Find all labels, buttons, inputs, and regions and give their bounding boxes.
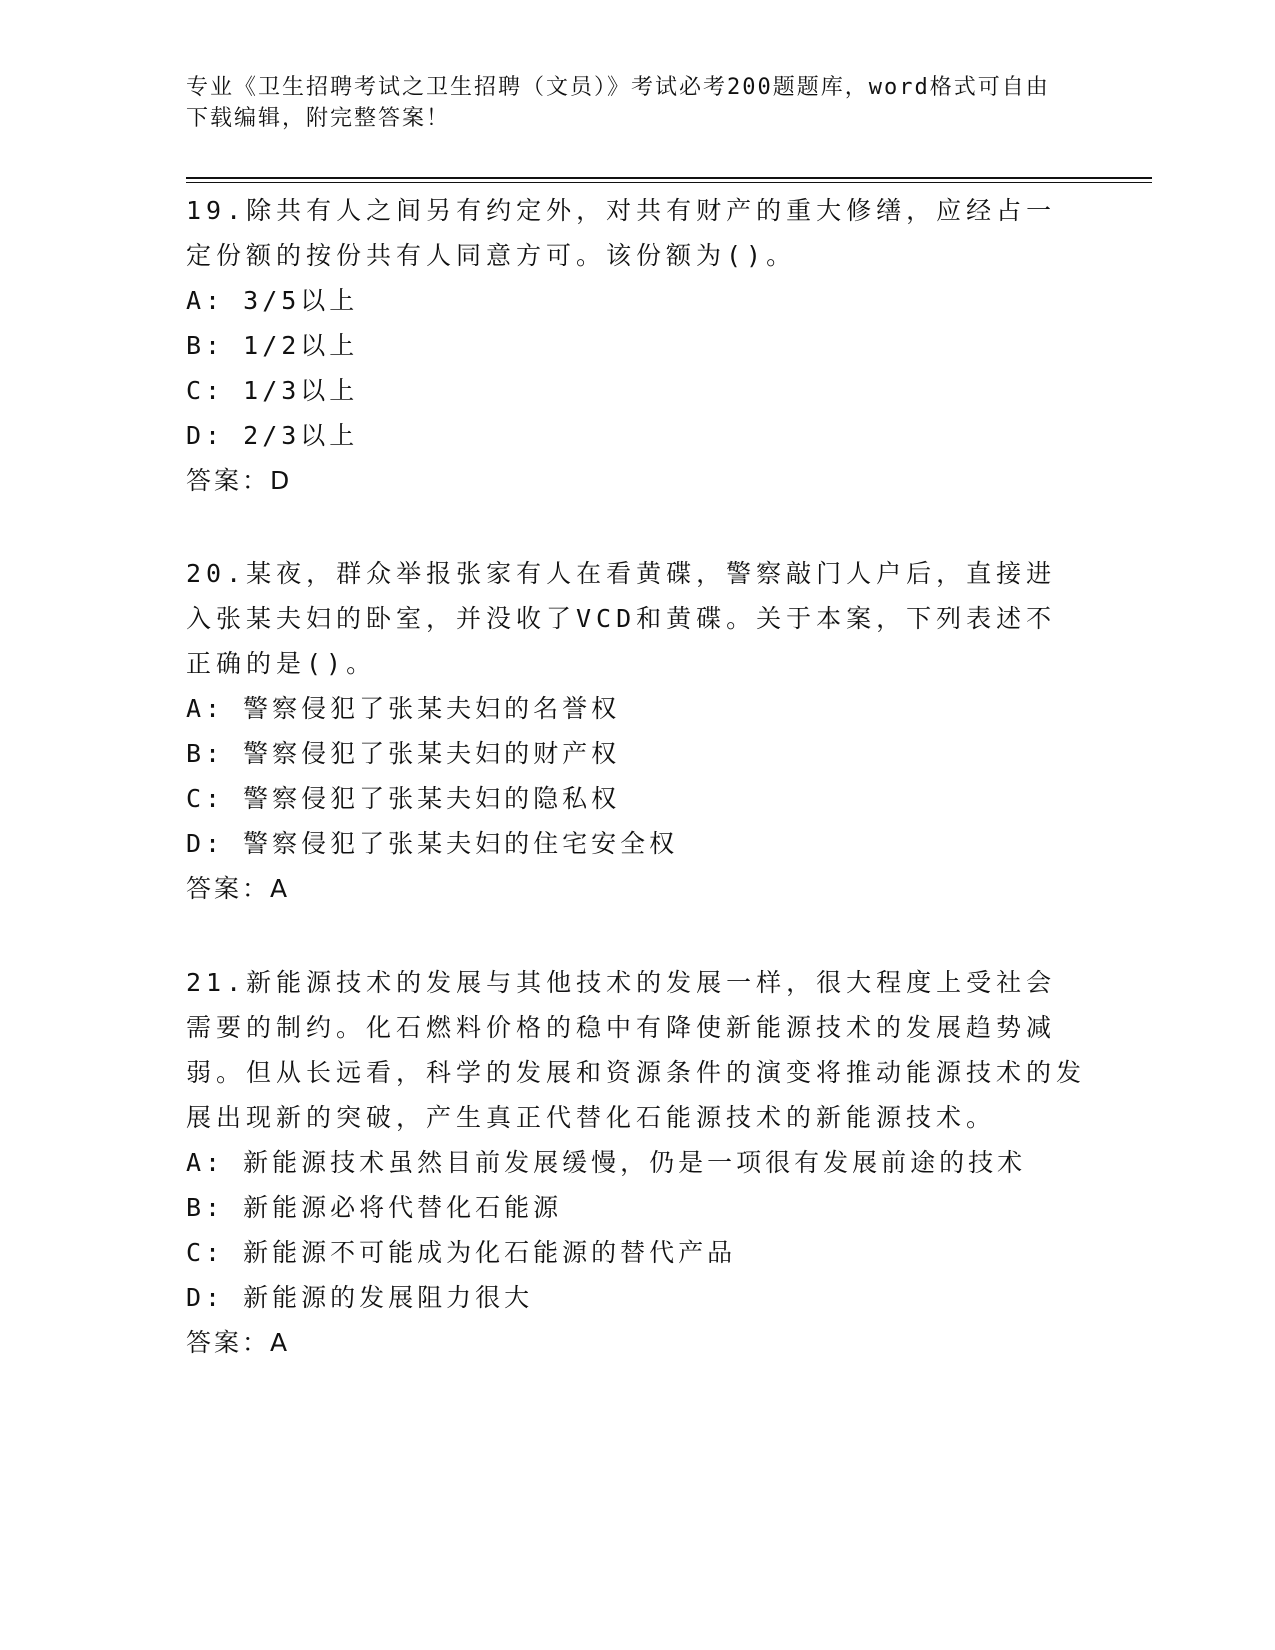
option-c: C: 新能源不可能成为化石能源的替代产品 [186,1238,737,1267]
option-d: D: 2/3以上 [186,421,359,450]
option-c: C: 警察侵犯了张某夫妇的隐私权 [186,784,621,813]
question-stem: 20.某夜，群众举报张家有人在看黄碟，警察敲门人户后，直接进入张某夫妇的卧室，并没收了VCD和黄碟。关于本案，下列表述不正确的是()。 [186,559,1057,678]
header-divider [186,177,1152,179]
question-21 [186,960,1086,1365]
option-a: A: 警察侵犯了张某夫妇的名誉权 [186,694,621,723]
option-b: B: 1/2以上 [186,331,359,360]
answer: 答案：A [186,874,291,903]
option-a: A: 新能源技术虽然目前发展缓慢，仍是一项很有发展前途的技术 [186,1148,1027,1177]
option-d: D: 警察侵犯了张某夫妇的住宅安全权 [186,829,679,858]
question-19 [186,188,1086,503]
document-header: 专业《卫生招聘考试之卫生招聘（文员）》考试必考200题题库，word格式可自由下载编辑，附完整答案！ [186,75,1050,131]
option-b: B: 新能源必将代替化石能源 [186,1193,563,1222]
header-divider-thin [186,182,1152,183]
option-a: A: 3/5以上 [186,286,359,315]
option-d: D: 新能源的发展阻力很大 [186,1283,534,1312]
question-20 [186,551,1086,911]
option-c: C: 1/3以上 [186,376,359,405]
answer: 答案：D [186,466,293,495]
question-stem: 21.新能源技术的发展与其他技术的发展一样，很大程度上受社会需要的制约。化石燃料价格的稳中有降使新能源技术的发展趋势减弱。但从长远看，科学的发展和资源条件的演变将推动能源技术的发展出现新的突破，产生真正代替化石能源技术的新能源技术。 [186,968,1087,1132]
question-stem: 19.除共有人之间另有约定外，对共有财产的重大修缮，应经占一定份额的按份共有人同意方可。该份额为()。 [186,196,1057,270]
answer: 答案：A [186,1328,291,1357]
option-b: B: 警察侵犯了张某夫妇的财产权 [186,739,621,768]
